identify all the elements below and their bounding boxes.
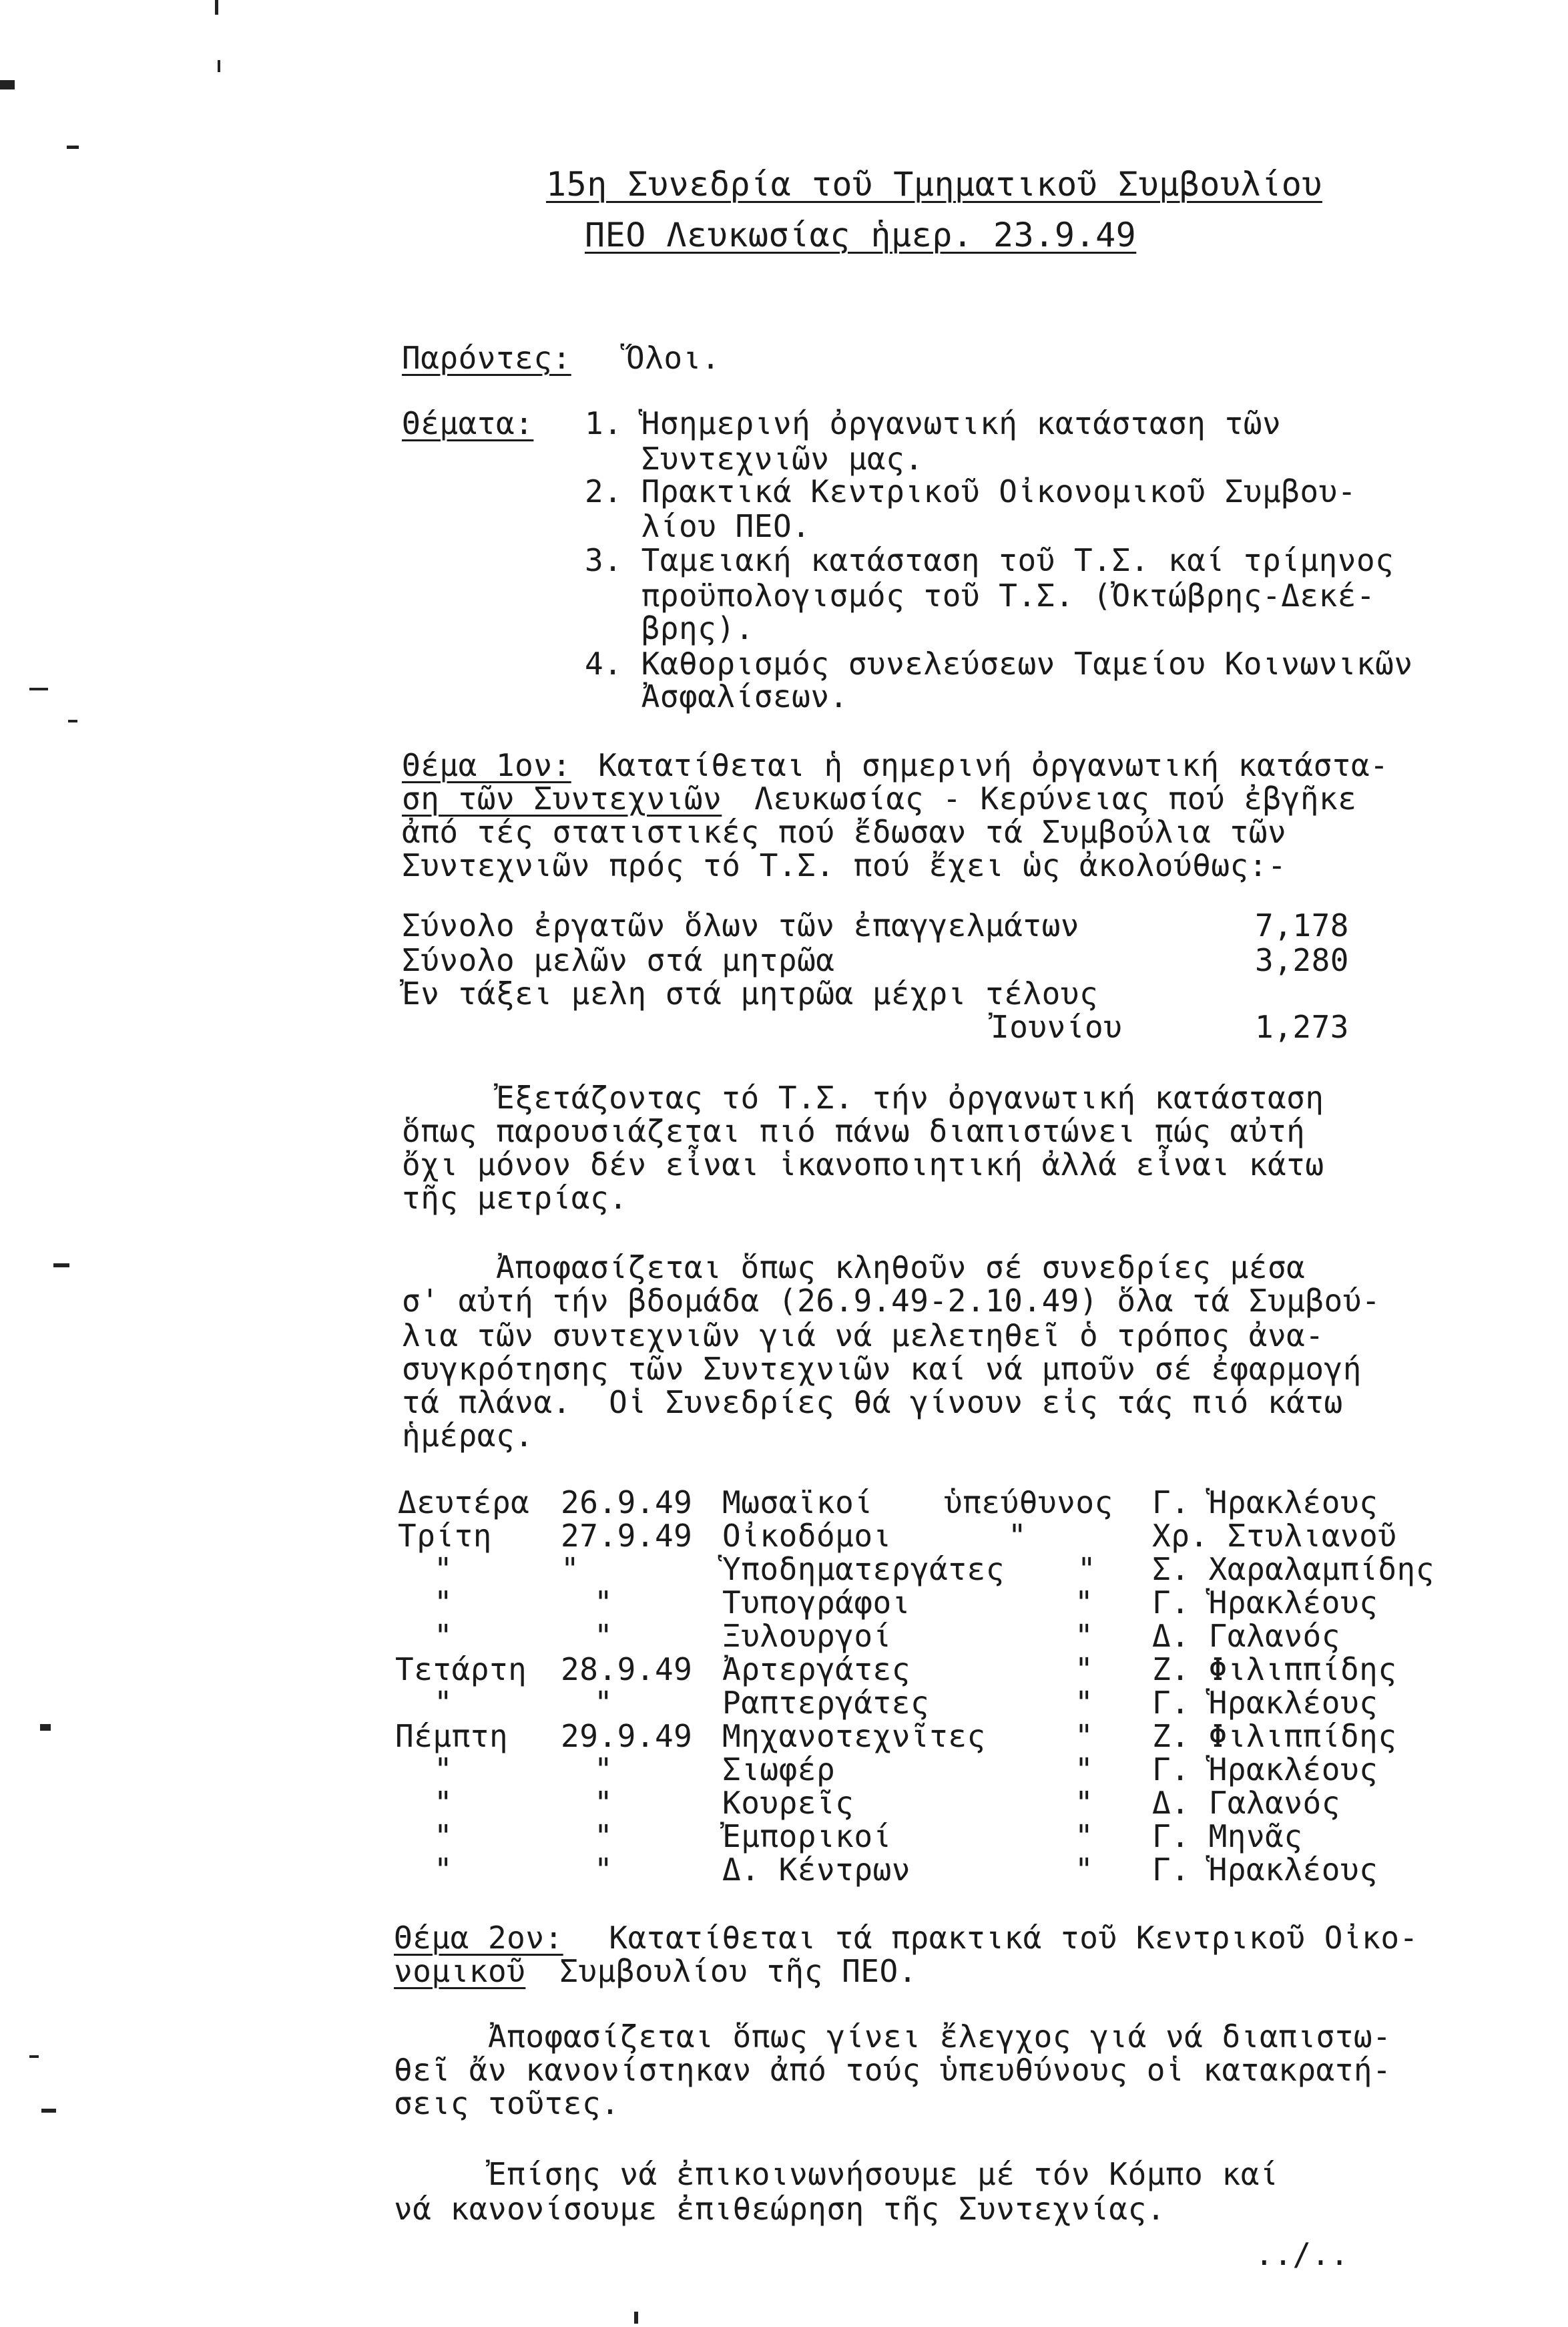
topic1-para2-line-6: ἡμέρας. bbox=[402, 1418, 534, 1454]
stat-value-3: 1,273 bbox=[1255, 1009, 1349, 1045]
stat-value-2: 3,280 bbox=[1255, 942, 1349, 978]
topic1-line-2: Λευκωσίας - Κερύνειας πού ἐβγῆκε bbox=[736, 781, 1357, 817]
scan-mark bbox=[68, 720, 77, 722]
schedule-date: 26.9.49 bbox=[561, 1484, 693, 1520]
scan-mark bbox=[0, 80, 15, 89]
topic2-line-2: Συμβουλίου τῆς ΠΕΟ. bbox=[541, 1953, 917, 1989]
schedule-day: Δευτέρα bbox=[398, 1484, 530, 1520]
present-value: Ὅλοι. bbox=[626, 340, 720, 376]
schedule-group: Σιωφέρ bbox=[722, 1751, 836, 1787]
schedule-group: Ραπτεργάτες bbox=[722, 1685, 930, 1721]
topic1-line-3: ἀπό τές στατιστικές πού ἔδωσαν τά Συμβούλια τῶν bbox=[402, 814, 1287, 850]
schedule-person: Γ. Μηνᾶς bbox=[1152, 1818, 1303, 1854]
topic1-para1-line-2: ὅπως παρουσιάζεται πιό πάνω διαπιστώνει πώς αὐτή bbox=[402, 1113, 1306, 1149]
scan-mark bbox=[40, 1724, 51, 1731]
schedule-day: " bbox=[434, 1584, 453, 1621]
schedule-date: " bbox=[594, 1584, 613, 1621]
schedule-person: Γ. Ἡρακλέους bbox=[1152, 1484, 1378, 1520]
schedule-person: Σ. Χαραλαμπίδης bbox=[1152, 1551, 1434, 1587]
topic-item-1-line-1: 1. Ἡσημερινή ὀργανωτική κατάσταση τῶν bbox=[585, 405, 1282, 441]
schedule-date: " bbox=[594, 1751, 613, 1787]
scan-mark bbox=[215, 0, 218, 15]
schedule-date: " bbox=[561, 1551, 580, 1587]
schedule-role: " bbox=[1075, 1584, 1094, 1621]
schedule-day: " bbox=[434, 1551, 453, 1587]
schedule-date: " bbox=[594, 1685, 613, 1721]
stat-value-1: 7,178 bbox=[1255, 907, 1349, 943]
schedule-person: Χρ. Στυλιανοῦ bbox=[1152, 1518, 1397, 1554]
schedule-group: Μηχανοτεχνῖτες bbox=[722, 1718, 986, 1754]
topic1-label: Θέμα 1ον: bbox=[402, 747, 571, 783]
scan-mark bbox=[634, 2312, 638, 2324]
topic1-para1-line-3: ὄχι μόνον δέν εἶναι ἱκανοποιητική ἀλλά εἶναι κάτω bbox=[402, 1146, 1324, 1183]
topic1-para2-line-5: τά πλάνα. Οἱ Συνεδρίες θά γίνουν εἰς τάς πιό κάτω bbox=[402, 1384, 1343, 1420]
schedule-day: " bbox=[434, 1685, 453, 1721]
schedule-date: " bbox=[594, 1618, 613, 1654]
topic1-para1-line-4: τῆς μετρίας. bbox=[402, 1180, 628, 1216]
topic2-line-1: Κατατίθεται τά πρακτικά τοῦ Κεντρικοῦ Οἰκο- bbox=[571, 1920, 1418, 1956]
topic-item-2-line-1: 2. Πρακτικά Κεντρικοῦ Οἰκονομικοῦ Συμβου- bbox=[585, 473, 1356, 509]
topic-item-3-line-2: προϋπολογισμός τοῦ Τ.Σ. (Ὀκτώβρης-Δεκέ- bbox=[585, 578, 1376, 614]
schedule-group: Ξυλουργοί bbox=[722, 1618, 892, 1654]
topic1-para2-line-1: Ἀποφασίζεται ὅπως κληθοῦν σέ συνεδρίες μέσα bbox=[402, 1249, 1306, 1285]
topic-item-2-line-2: λίου ΠΕΟ. bbox=[585, 508, 811, 544]
topic-item-3-line-1: 3. Ταμειακή κατάσταση τοῦ Τ.Σ. καί τρίμηνος bbox=[585, 542, 1394, 578]
schedule-group: Δ. Κέντρων bbox=[722, 1852, 910, 1888]
topic1-para2-line-4: συγκρότησης τῶν Συντεχνιῶν καί νά μποῦν σέ ἐφαρμογή bbox=[402, 1351, 1362, 1387]
scan-mark bbox=[29, 2055, 39, 2058]
schedule-role: " bbox=[1077, 1551, 1097, 1587]
page-continue-marker: ../.. bbox=[1255, 2236, 1349, 2272]
topic1-para2-line-3: λια τῶν συντεχνιῶν γιά νά μελετηθεῖ ὁ τρόπος ἀνα- bbox=[402, 1317, 1324, 1353]
topics-label: Θέματα: bbox=[402, 405, 534, 441]
schedule-person: Δ. Γαλανός bbox=[1152, 1785, 1340, 1821]
schedule-role: " bbox=[1075, 1785, 1094, 1821]
schedule-group: Τυπογράφοι bbox=[722, 1584, 910, 1621]
present-label: Παρόντες: bbox=[402, 340, 571, 376]
schedule-group: Κουρεῖς bbox=[722, 1785, 854, 1821]
topic2-para1-line-3: σεις τοῦτες. bbox=[394, 2085, 620, 2121]
schedule-date: " bbox=[594, 1852, 613, 1888]
schedule-group: Μωσαϊκοί bbox=[722, 1484, 873, 1520]
schedule-group: Οἰκοδόμοι bbox=[722, 1518, 892, 1554]
schedule-person: Ζ. Φιλιππίδης bbox=[1152, 1651, 1397, 1687]
stat-label-3b: Ἰουνίου bbox=[991, 1009, 1123, 1045]
document-subtitle: ΠΕΟ Λευκωσίας ἡμερ. 23.9.49 bbox=[585, 216, 1137, 254]
scan-mark bbox=[41, 2109, 56, 2113]
topic2-para1-line-2: θεῖ ἄν κανονίστηκαν ἀπό τούς ὑπευθύνους οἱ κατακρατή- bbox=[394, 2052, 1392, 2088]
schedule-role: " bbox=[1075, 1651, 1094, 1687]
topic2-para1-line-1: Ἀποφασίζεται ὅπως γίνει ἔλεγχος γιά νά διαπιστω- bbox=[394, 2019, 1392, 2055]
schedule-day: " bbox=[434, 1785, 453, 1821]
schedule-group: Ἀρτεργάτες bbox=[722, 1651, 910, 1687]
scan-mark bbox=[218, 60, 220, 72]
scan-mark bbox=[67, 146, 79, 149]
schedule-person: Γ. Ἡρακλέους bbox=[1152, 1685, 1378, 1721]
scan-mark bbox=[53, 1263, 69, 1267]
schedule-day: " bbox=[434, 1751, 453, 1787]
topic-item-4-line-1: 4. Καθορισμός συνελεύσεων Ταμείου Κοινωνικῶν bbox=[585, 646, 1413, 682]
schedule-day: Τετάρτη bbox=[395, 1651, 527, 1687]
topic-item-1-line-2: Συντεχνιῶν μας. bbox=[585, 441, 924, 477]
stat-label-3: Ἐν τάξει μελη στά μητρῶα μέχρι τέλους bbox=[402, 976, 1099, 1012]
topic1-para1-line-1: Ἐξετάζοντας τό Τ.Σ. τήν ὀργανωτική κατάσταση bbox=[402, 1080, 1324, 1116]
schedule-role: " bbox=[1075, 1718, 1094, 1754]
topic2-para2-line-1: Ἐπίσης νά ἐπικοινωνήσουμε μέ τόν Κόμπο καί bbox=[394, 2156, 1279, 2192]
schedule-day: " bbox=[434, 1852, 453, 1888]
schedule-date: 29.9.49 bbox=[561, 1718, 693, 1754]
schedule-person: Δ. Γαλανός bbox=[1152, 1618, 1340, 1654]
schedule-date: " bbox=[594, 1818, 613, 1854]
schedule-person: Γ. Ἡρακλέους bbox=[1152, 1751, 1378, 1787]
topic1-para2-line-2: σ' αὐτή τήν βδομάδα (26.9.49-2.10.49) ὅλα τά Συμβού- bbox=[402, 1283, 1381, 1319]
schedule-group: Ὑποδηματεργάτες bbox=[722, 1551, 1005, 1587]
schedule-role: " bbox=[1075, 1751, 1094, 1787]
schedule-day: " bbox=[434, 1618, 453, 1654]
topic1-label-line-2: ση τῶν Συντεχνιῶν bbox=[402, 781, 722, 817]
schedule-role: ὑπεύθυνος bbox=[944, 1484, 1113, 1520]
topic-item-3-line-3: βρης). bbox=[585, 610, 754, 646]
schedule-date: 28.9.49 bbox=[561, 1651, 693, 1687]
schedule-role: " bbox=[1008, 1518, 1027, 1554]
topic2-para2-line-2: νά κανονίσουμε ἐπιθεώρηση τῆς Συντεχνίας. bbox=[394, 2191, 1165, 2227]
topic2-label: Θέμα 2ον: bbox=[394, 1920, 563, 1956]
document-title: 15η Συνεδρία τοῦ Τμηματικοῦ Συμβουλίου bbox=[546, 165, 1322, 204]
schedule-date: " bbox=[594, 1785, 613, 1821]
schedule-date: 27.9.49 bbox=[561, 1518, 693, 1554]
stat-label-1: Σύνολο ἐργατῶν ὅλων τῶν ἐπαγγελμάτων bbox=[402, 907, 1079, 943]
topic2-label-line-2: νομικοῦ bbox=[394, 1953, 526, 1989]
schedule-person: Γ. Ἡρακλέους bbox=[1152, 1584, 1378, 1621]
schedule-role: " bbox=[1075, 1852, 1094, 1888]
schedule-role: " bbox=[1075, 1685, 1094, 1721]
schedule-day: Πέμπτη bbox=[395, 1718, 509, 1754]
topic1-line-4: Συντεχνιῶν πρός τό Τ.Σ. πού ἔχει ὡς ἀκολούθως:- bbox=[402, 847, 1287, 883]
topic1-line-1: Κατατίθεται ἡ σημερινή ὀργανωτική κατάστα- bbox=[579, 747, 1389, 783]
schedule-person: Ζ. Φιλιππίδης bbox=[1152, 1718, 1397, 1754]
schedule-day: Τρίτη bbox=[398, 1518, 492, 1554]
topic-item-4-line-2: Ἀσφαλίσεων. bbox=[585, 678, 848, 714]
schedule-day: " bbox=[434, 1818, 453, 1854]
scan-mark bbox=[29, 688, 48, 690]
schedule-person: Γ. Ἡρακλέους bbox=[1152, 1852, 1378, 1888]
schedule-role: " bbox=[1075, 1818, 1094, 1854]
schedule-role: " bbox=[1075, 1618, 1094, 1654]
schedule-group: Ἐμπορικοί bbox=[722, 1818, 892, 1854]
stat-label-2: Σύνολο μελῶν στά μητρῶα bbox=[402, 942, 835, 978]
